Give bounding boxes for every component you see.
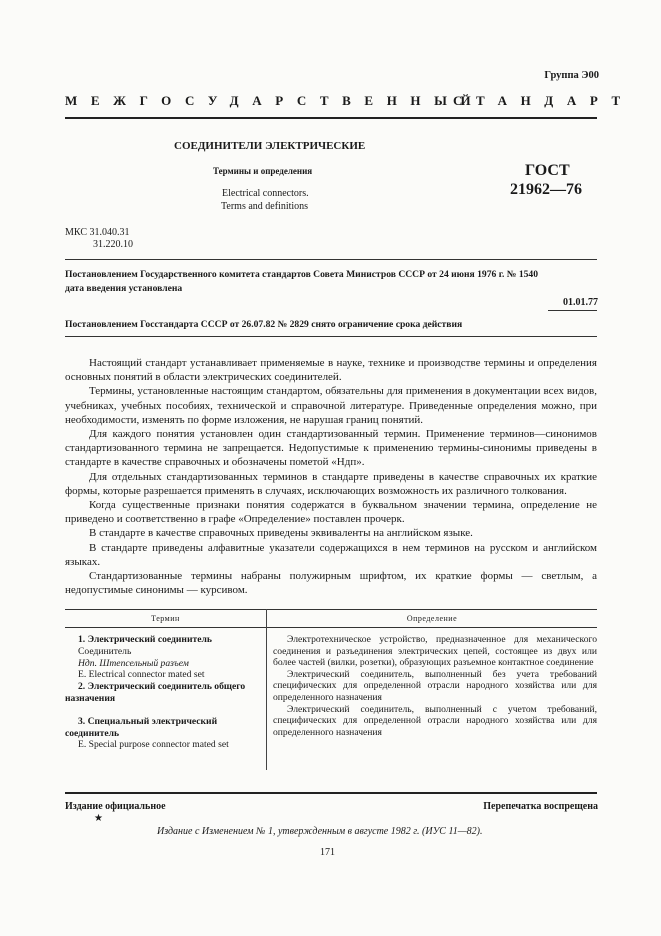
star-icon: ★ — [94, 813, 103, 824]
mks-code-1: МКС 31.040.31 — [65, 227, 130, 238]
mks-code-2: 31.220.10 — [93, 239, 133, 250]
banner-standard: СТАНДАРТ — [453, 93, 634, 108]
definitions-column — [273, 634, 597, 738]
paragraph: В стандарте в качестве справочных приведены эквиваленты на английском языке. — [89, 527, 473, 540]
paragraph: Когда существенные признаки понятия содержатся в буквальном значении термина, определение не приведено и соответственно в графе «Определение» поставлен прочерк. — [65, 499, 597, 526]
edition-note: Издание с Изменением № 1, утвержденным в августе 1982 г. (ИУС 11—82). — [157, 826, 483, 837]
term-1-ndp: Ндп. Штепсельный разъем — [78, 657, 189, 669]
term-1-english: E. Electrical connector mated set — [78, 669, 205, 681]
definition-2: Электрический соединитель, выполненный без учета требований специфических для определенной отрасли народного хозяйства или для определенного назначения — [273, 668, 597, 703]
gost-number: 21962—76 — [510, 181, 582, 198]
term-1-title: 1. Электрический соединитель — [78, 634, 212, 645]
page-number: 171 — [320, 847, 335, 858]
decree-rule-top — [65, 259, 597, 260]
term-2-title: 2. Электрический соединитель общего назначения — [65, 681, 246, 704]
paragraph: В стандарте приведены алфавитные указатели содержащихся в нем терминов на русском и английском языках. — [65, 541, 597, 568]
paragraph: Термины, установленные настоящим стандартом, обязательны для применения в документации всех видов, учебниках, учебных пособиях, технической и справочной литературе. Приведенные определения можно, при необходимости, изменять по форме изложения, не нарушая границ понятий. — [65, 385, 597, 426]
paragraph: Для отдельных стандартизованных терминов в стандарте приведены в качестве справочных их краткие формы, которые разрешается применять в случаях, исключающих возможность их различного толкования. — [65, 470, 597, 497]
document-subtitle: Термины и определения — [213, 166, 313, 176]
reprint-prohibited-label: Перепечатка воспрещена — [483, 801, 598, 812]
decree-line-3: Постановлением Госстандарта СССР от 26.07.82 № 2829 снято ограничение срока действия — [65, 319, 463, 330]
terms-column — [65, 634, 265, 751]
paragraph: Стандартизованные термины набраны полужирным шрифтом, их краткие формы — светлым, а недопустимые синонимы — курсивом. — [65, 570, 597, 597]
effective-date: 01.01.77 — [563, 297, 598, 308]
decree-rule-bottom — [65, 336, 597, 337]
column-header-definition: Определение — [406, 614, 458, 623]
paragraph: Настоящий стандарт устанавливает применяемые в науке, технике и производстве термины и определения основных понятий в области электрических соединителей. — [65, 357, 597, 384]
decree-line-1: Постановлением Государственного комитета стандартов Совета Министров СССР от 24 июня 1976 г. № 1540 — [65, 269, 539, 280]
gost-label: ГОСТ — [525, 162, 570, 179]
decree-line-2: дата введения установлена — [65, 283, 183, 294]
term-1-short: Соединитель — [78, 645, 132, 657]
title-english-line2: Terms and definitions — [221, 201, 309, 212]
body-text — [65, 356, 597, 597]
term-3-english: E. Special purpose connector mated set — [78, 739, 229, 751]
definition-3: Электрический соединитель, выполненный с учетом требований, специфических для определенной отрасли народного хозяйства или для определенного назначения — [273, 703, 597, 738]
table-header-rule — [65, 627, 597, 628]
paragraph: Для каждого понятия установлен один стандартизованный термин. Применение терминов—синонимов стандартизованного термина не запрещается. Недопустимые к применению термины-синонимы приведены в стандарте в качестве справочных и обозначены пометой «Ндп». — [65, 428, 597, 469]
header-rule — [65, 117, 597, 119]
term-3-title: 3. Специальный электрический соединитель — [65, 715, 218, 739]
column-header-term: Термин — [151, 614, 180, 623]
date-underline — [548, 310, 597, 311]
footer-rule — [65, 792, 597, 794]
definition-1: Электротехническое устройство, предназначенное для механического соединения и разъединения электрических цепей, состоящее из двух или более частей (вилки, розетки), образующих разъемное контактное соединение — [273, 634, 597, 669]
official-edition-label: Издание официальное — [65, 801, 166, 812]
group-code: Группа Э00 — [544, 70, 599, 81]
title-english-line1: Electrical connectors. — [222, 188, 309, 199]
table-column-divider — [266, 609, 267, 770]
banner-interstate: МЕЖГОСУДАРСТВЕННЫЙ — [65, 93, 485, 108]
document-title: СОЕДИНИТЕЛИ ЭЛЕКТРИЧЕСКИЕ — [174, 140, 366, 152]
terms-table-header — [65, 609, 597, 629]
